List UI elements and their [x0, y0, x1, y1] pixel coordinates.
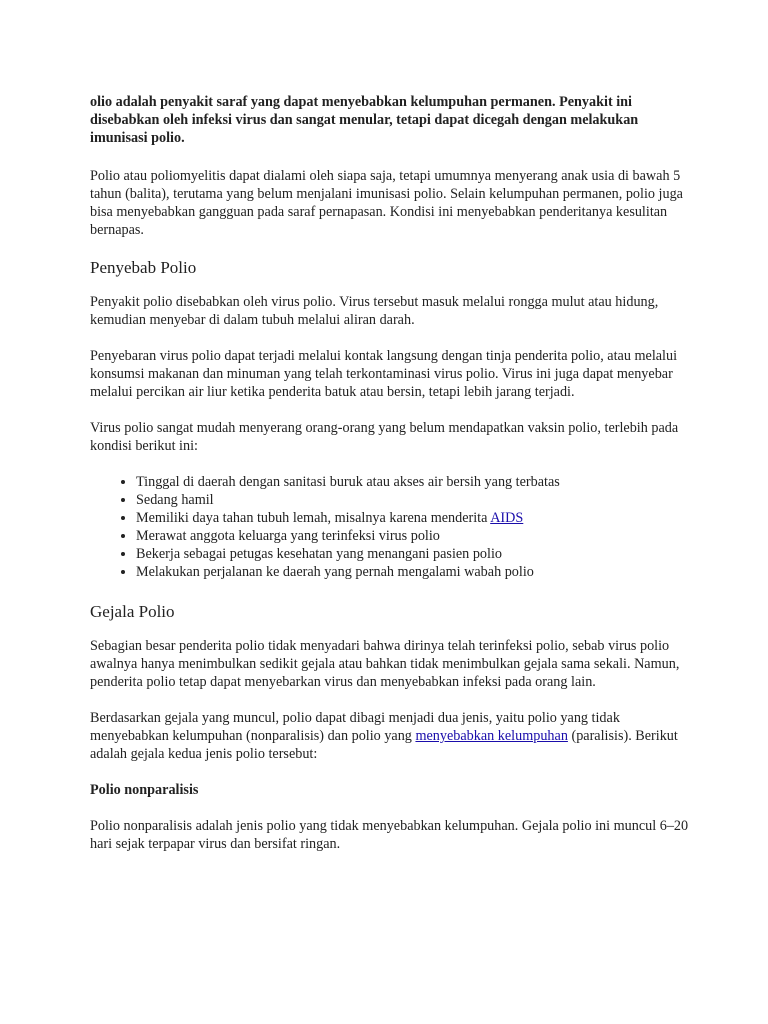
list-item: • Merawat anggota keluarga yang terinfeksi virus polio — [136, 527, 690, 545]
list-item: • Tinggal di daerah dengan sanitasi buruk atau akses air bersih yang terbatas — [136, 473, 690, 491]
paralysis-link[interactable]: menyebabkan kelumpuhan — [415, 728, 568, 744]
cause-paragraph-1: Penyakit polio disebabkan oleh virus polio. Virus tersebut masuk melalui rongga mulut atau hidung, kemudian menyebar di dalam tubuh melalui aliran darah. — [90, 294, 659, 328]
symptoms-paragraph-1: Sebagian besar penderita polio tidak menyadari bahwa dirinya telah terinfeksi polio, sebab virus polio awalnya hanya menimbulkan sedikit gejala atau bahkan tidak menimbulkan gejala sama sekali. Namun, penderita polio tetap dapat menyebarkan virus dan menyebabkan infeksi pada orang lain. — [90, 638, 680, 690]
cause-paragraph-3: Virus polio sangat mudah menyerang orang-orang yang belum mendapatkan vaksin polio, terlebih pada kondisi berikut ini: — [90, 420, 679, 454]
intro-bold-paragraph: olio adalah penyakit saraf yang dapat menyebabkan kelumpuhan permanen. Penyakit ini disebabkan oleh infeksi virus dan sangat menular, tetapi dapat dicegah dengan melakukan imunisasi polio. — [90, 94, 639, 146]
list-item: • Sedang hamil — [136, 491, 690, 509]
risk-factor-list — [90, 473, 690, 581]
article-body — [90, 93, 690, 871]
symptoms-paragraph-2 — [90, 709, 690, 763]
symptoms-text-after-link: (paralisis). Berikut adalah gejala kedua jenis polio tersebut: — [90, 728, 678, 762]
list-item — [136, 509, 690, 527]
symptoms-text-before-link: Berdasarkan gejala yang muncul, polio dapat dibagi menjadi dua jenis, yaitu polio yang tidak menyebabkan kelumpuhan (nonparalisis) dan polio yang — [90, 710, 620, 744]
nonparalisis-paragraph: Polio nonparalisis adalah jenis polio yang tidak menyebabkan kelumpuhan. Gejala polio ini muncul 6–20 hari sejak terpapar virus dan bersifat ringan. — [90, 818, 689, 852]
cause-paragraph-2: Penyebaran virus polio dapat terjadi melalui kontak langsung dengan tinja penderita polio, atau melalui konsumsi makanan dan minuman yang telah terkontaminasi virus polio. Virus ini juga dapat menyebar melalui percikan air liur ketika penderita batuk atau bersin, tetapi lebih jarang terjadi. — [90, 348, 678, 400]
aids-link[interactable]: AIDS — [490, 510, 524, 526]
section-heading-penyebab: Penyebab Polio — [90, 258, 197, 277]
list-item-text: Memiliki daya tahan tubuh lemah, misalnya karena menderita — [136, 510, 491, 526]
list-item: • Bekerja sebagai petugas kesehatan yang menangani pasien polio — [136, 545, 690, 563]
subheading-nonparalisis: Polio nonparalisis — [90, 782, 199, 798]
section-heading-gejala: Gejala Polio — [90, 602, 175, 621]
list-item: • Melakukan perjalanan ke daerah yang pernah mengalami wabah polio — [136, 563, 690, 581]
intro-paragraph: Polio atau poliomyelitis dapat dialami oleh siapa saja, tetapi umumnya menyerang anak usia di bawah 5 tahun (balita), terutama yang belum menjalani imunisasi polio. Selain kelumpuhan permanen, polio juga bisa menyebabkan gangguan pada saraf pernapasan. Kondisi ini menyebabkan penderitanya kesulitan bernapas. — [90, 168, 683, 238]
